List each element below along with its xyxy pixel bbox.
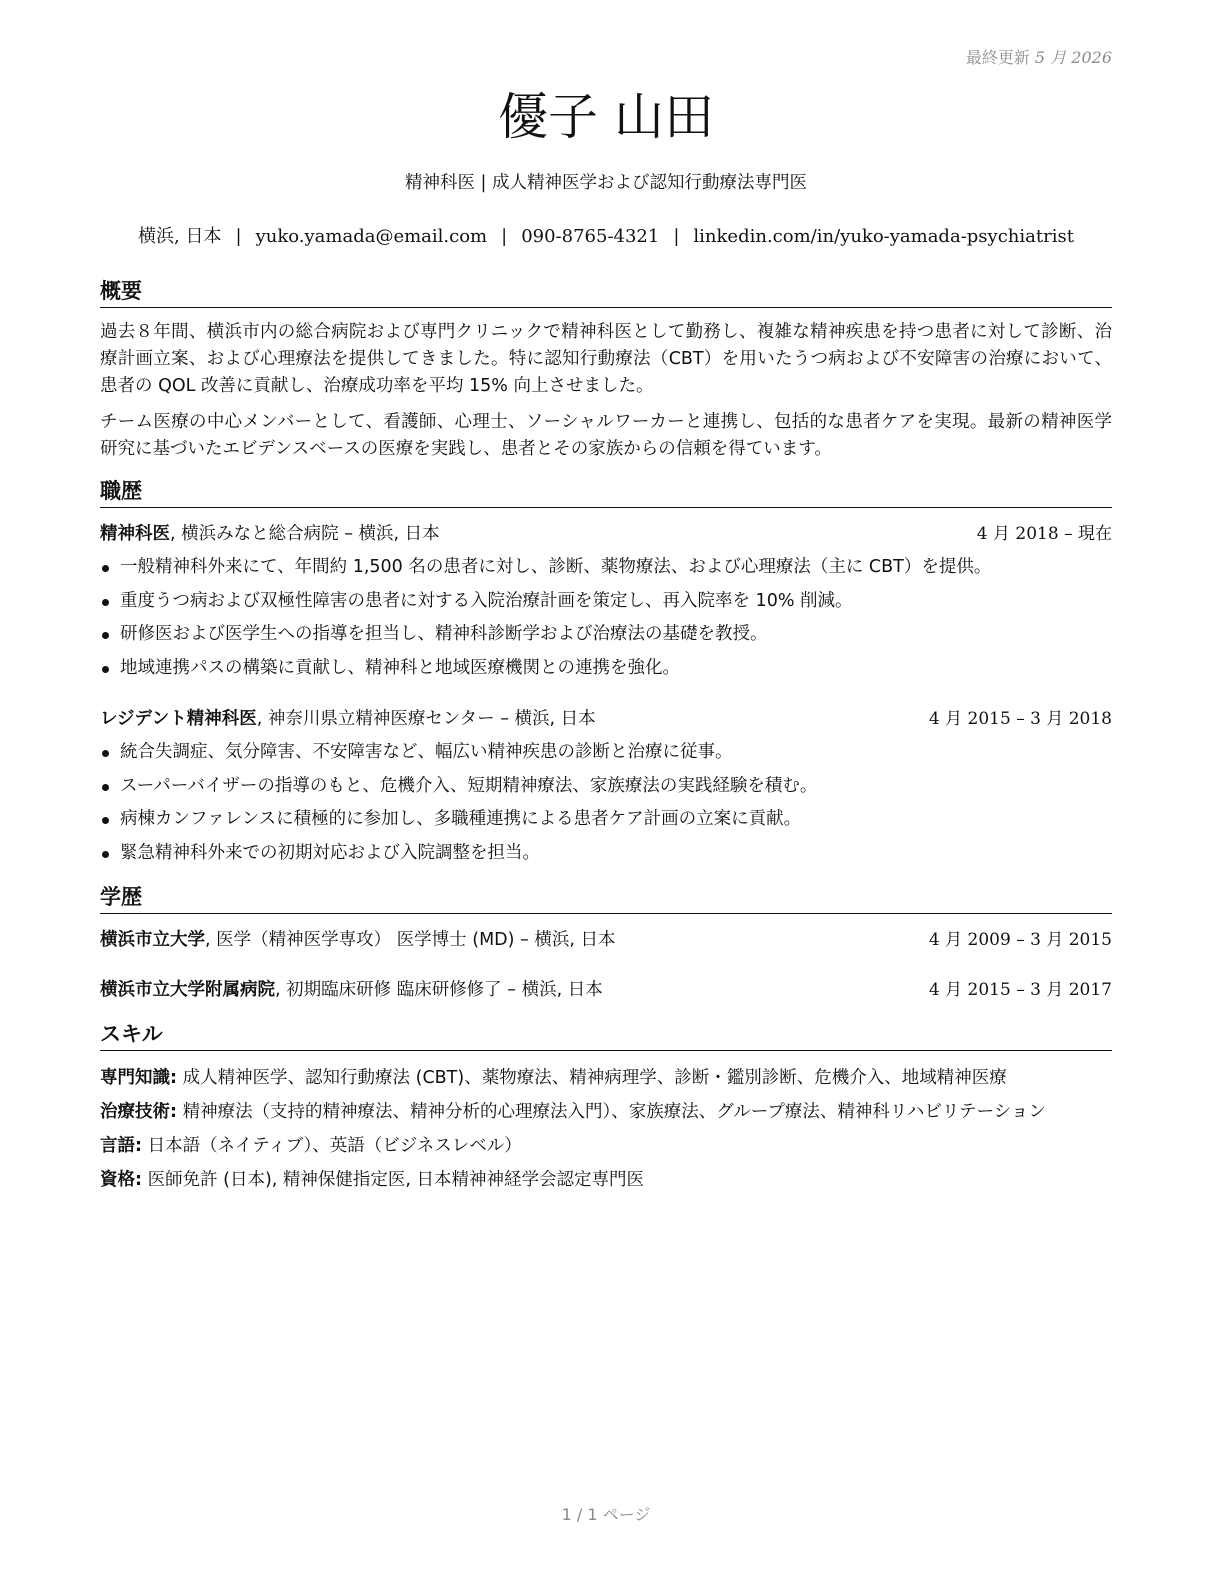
skills-list [100, 1064, 1112, 1200]
bullet-item [100, 736, 1112, 770]
job-heading [100, 521, 1112, 547]
skill-value: 日本語（ネイティブ）、英語（ビジネスレベル） [142, 1136, 522, 1156]
bullet-item [100, 770, 1112, 804]
bullet-item [100, 618, 1112, 652]
job-bullets [100, 551, 1112, 685]
education-heading [100, 977, 1112, 1003]
education-dates: 4 月 2009 – 3 月 2015 [928, 930, 1112, 950]
education-school: 横浜市立大学 [100, 930, 205, 950]
bullet-text: 重度うつ病および双極性障害の患者に対する入院治療計画を策定し、再入院率を 10% 削減。 [120, 590, 853, 611]
job-bullets [100, 736, 1112, 870]
job-organization: , 横浜みなと総合病院 – 横浜, 日本 [170, 524, 440, 544]
contact-location: 横浜, 日本 [138, 226, 222, 247]
job-organization: , 神奈川県立精神医療センター – 横浜, 日本 [256, 709, 596, 729]
bullet-text: 病棟カンファレンスに積極的に参加し、多職種連携による患者ケア計画の立案に貢献。 [120, 809, 802, 829]
skill-item [100, 1098, 1112, 1126]
bullet-text: スーパーバイザーの指導のもと、危機介入、短期精神療法、家族療法の実践経験を積む。 [120, 775, 818, 796]
bullet-text: 地域連携パスの構築に貢献し、精神科と地域医療機関との連携を強化。 [120, 657, 680, 678]
last-updated-date: 5 月 2026 [1034, 48, 1112, 67]
education-dates: 4 月 2015 – 3 月 2017 [928, 980, 1112, 1000]
contact-separator: | [673, 226, 680, 247]
skill-label: 治療技術: [100, 1102, 177, 1122]
bullet-dot-icon [102, 784, 109, 791]
candidate-name: 優子 山田 [498, 88, 714, 146]
section-title-summary: 概要 [100, 276, 1112, 308]
skill-item [100, 1064, 1112, 1092]
job-role: レジデント精神科医 [100, 709, 257, 729]
section-title-education: 学歴 [100, 882, 1112, 914]
skill-value: 医師免許 (日本), 精神保健指定医, 日本精神神経学会認定専門医 [142, 1170, 645, 1190]
education-entry [100, 927, 1112, 953]
contact-separator: | [501, 226, 508, 247]
skill-label: 言語: [100, 1136, 142, 1156]
education-heading [100, 927, 1112, 953]
bullet-dot-icon [102, 565, 109, 572]
bullet-item [100, 551, 1112, 585]
bullet-dot-icon [102, 632, 109, 639]
candidate-headline: 精神科医 | 成人精神医学および認知行動療法専門医 [404, 173, 808, 193]
bullet-text: 緊急精神科外来での初期対応および入院調整を担当。 [120, 842, 540, 863]
bullet-item [100, 585, 1112, 619]
job-entry [100, 706, 1112, 870]
contact-linkedin[interactable]: linkedin.com/in/yuko-yamada-psychiatrist [693, 226, 1074, 247]
skill-value: 精神療法（支持的精神療法、精神分析的心理療法入門）、家族療法、グループ療法、精神科リハビリテーション [177, 1102, 1046, 1122]
page-indicator: 1 / 1 ページ [561, 1505, 651, 1524]
bullet-item [100, 837, 1112, 871]
education-entry [100, 977, 1112, 1003]
bullet-dot-icon [102, 750, 109, 757]
bullet-text: 一般精神科外来にて、年間約 1,500 名の患者に対し、診断、薬物療法、および心理療法（主に CBT）を提供。 [120, 557, 992, 577]
bullet-text: 研修医および医学生への指導を担当し、精神科診断学および治療法の基礎を教授。 [120, 624, 768, 644]
education-school: 横浜市立大学附属病院 [100, 980, 275, 1000]
summary-paragraph-1: 過去８年間、横浜市内の総合病院および専門クリニックで精神科医として勤務し、複雑な精神疾患を持つ患者に対して診断、治療計画立案、および心理療法を提供してきました。特に認知行動療法（CBT）を用いたうつ病および不安障害の治療において、患者の QOL 改善に貢献し、治療成功率を平均 15% 向上させました。 [100, 322, 1112, 396]
skill-label: 専門知識: [100, 1068, 177, 1088]
bullet-item [100, 803, 1112, 837]
skill-item [100, 1132, 1112, 1160]
contact-separator: | [235, 226, 242, 247]
contact-line [100, 224, 1112, 250]
last-updated-label: 最終更新 [965, 48, 1030, 67]
education-detail: , 医学（精神医学専攻） 医学博士 (MD) – 横浜, 日本 [205, 930, 616, 950]
bullet-item [100, 652, 1112, 686]
section-title-experience: 職歴 [100, 476, 1112, 508]
contact-email[interactable]: yuko.yamada@email.com [255, 226, 488, 247]
last-updated [966, 45, 1112, 68]
skill-value: 成人精神医学、認知行動療法 (CBT)、薬物療法、精神病理学、診断・鑑別診断、危機介入、地域精神医療 [177, 1068, 1007, 1088]
bullet-dot-icon [102, 599, 109, 606]
job-dates: 4 月 2018 – 現在 [976, 524, 1112, 544]
bullet-dot-icon [102, 666, 109, 673]
bullet-dot-icon [102, 851, 109, 858]
contact-phone: 090-8765-4321 [521, 226, 660, 247]
bullet-dot-icon [102, 817, 109, 824]
section-title-skills: スキル [100, 1019, 1112, 1051]
education-detail: , 初期臨床研修 臨床研修修了 – 横浜, 日本 [275, 980, 603, 1000]
skill-label: 資格: [100, 1170, 142, 1190]
job-entry [100, 521, 1112, 685]
job-heading [100, 706, 1112, 732]
summary-body [100, 319, 1112, 472]
skill-item [100, 1166, 1112, 1194]
job-dates: 4 月 2015 – 3 月 2018 [928, 709, 1112, 729]
bullet-text: 統合失調症、気分障害、不安障害など、幅広い精神疾患の診断と治療に従事。 [120, 742, 733, 762]
job-role: 精神科医 [100, 524, 170, 544]
summary-paragraph-2: チーム医療の中心メンバーとして、看護師、心理士、ソーシャルワーカーと連携し、包括的な患者ケアを実現。最新の精神医学研究に基づいたエビデンスベースの医療を実践し、患者とその家族からの信頼を得ています。 [100, 412, 1112, 459]
